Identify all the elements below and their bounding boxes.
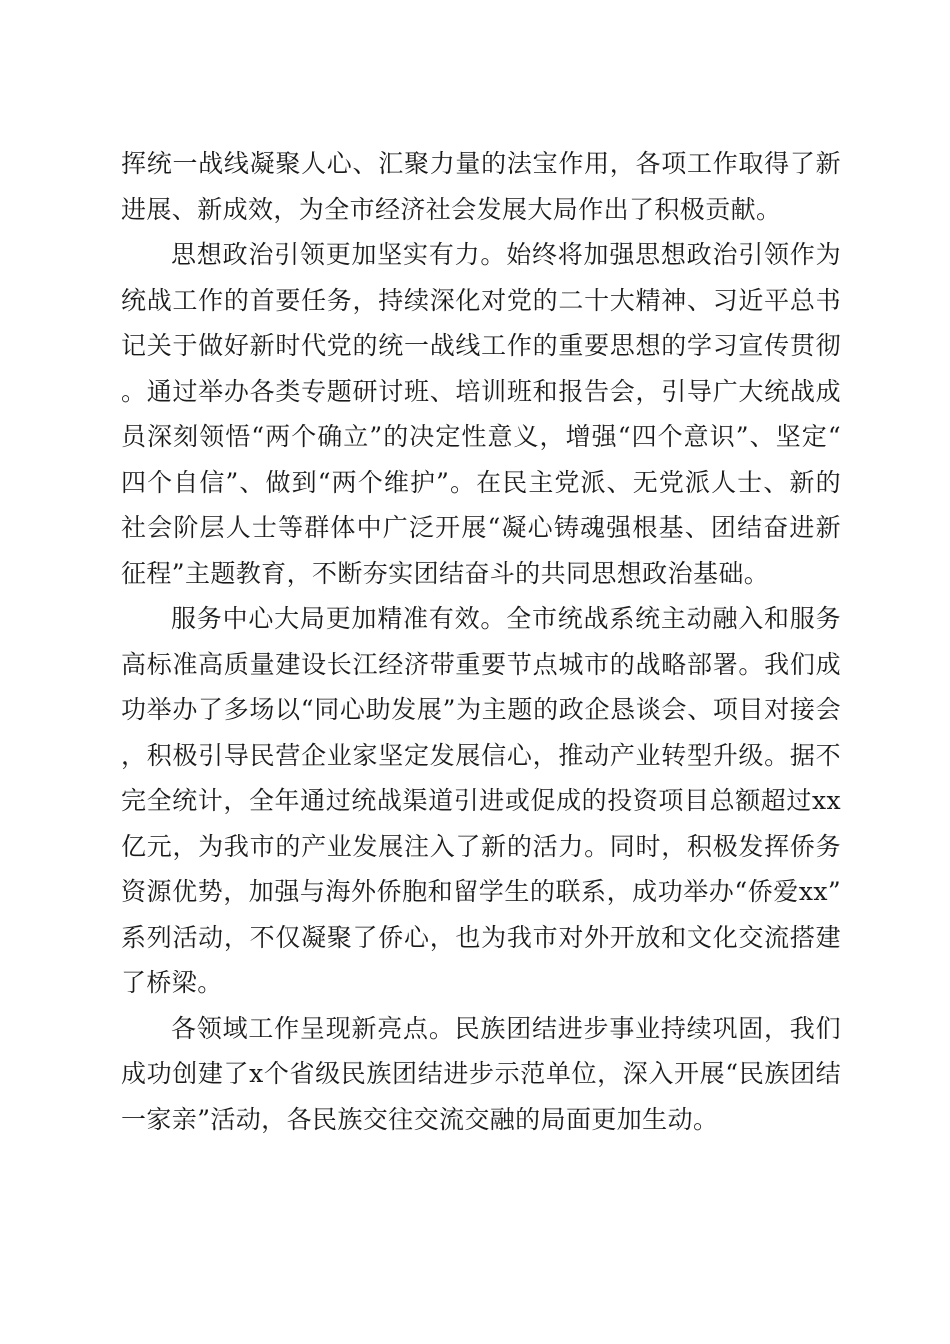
document-body (121, 141, 841, 1142)
paragraph-4: 各领域工作呈现新亮点。民族团结进步事业持续巩固，我们成功创建了x个省级民族团结进步示范单位，深入开展“民族团结一家亲”活动，各民族交往交流交融的局面更加生动。 (121, 1013, 841, 1134)
paragraph-3: 服务中心大局更加精准有效。全市统战系统主动融入和服务高标准高质量建设长江经济带重要节点城市的战略部署。我们成功举办了多场以“同心助发展”为主题的政企恳谈会、项目对接会，积极引导民营企业家坚定发展信心，推动产业转型升级。据不完全统计，全年通过统战渠道引进或促成的投资项目总额超过xx亿元，为我市的产业发展注入了新的活力。同时，积极发挥侨务资源优势，加强与海外侨胞和留学生的联系，成功举办“侨爱xx”系列活动，不仅凝聚了侨心，也为我市对外开放和文化交流搭建了桥梁。 (121, 604, 841, 997)
paragraph-1: 挥统一战线凝聚人心、汇聚力量的法宝作用，各项工作取得了新进展、新成效，为全市经济社会发展大局作出了积极贡献。 (121, 149, 841, 224)
paragraph-2: 思想政治引领更加坚实有力。始终将加强思想政治引领作为统战工作的首要任务，持续深化对党的二十大精神、习近平总书记关于做好新时代党的统一战线工作的重要思想的学习宣传贯彻。通过举办各类专题研讨班、培训班和报告会，引导广大统战成员深刻领悟“两个确立”的决定性意义，增强“四个意识”、坚定“四个自信”、做到“两个维护”。在民主党派、无党派人士、新的社会阶层人士等群体中广泛开展“凝心铸魂强根基、团结奋进新征程”主题教育，不断夯实团结奋斗的共同思想政治基础。 (121, 240, 841, 588)
